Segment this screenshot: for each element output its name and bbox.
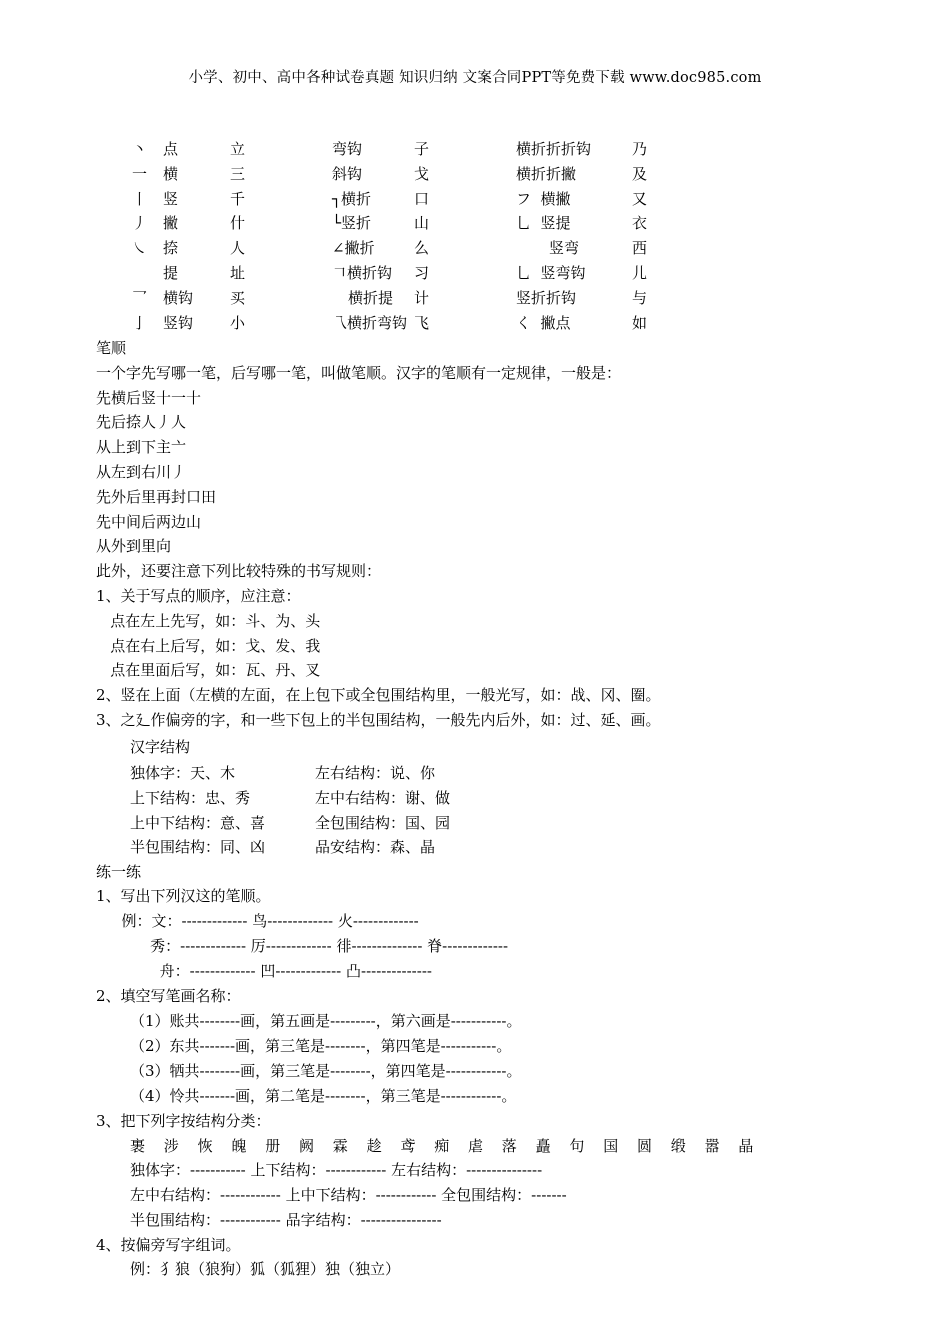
structure-cell: 独体字：天、木 [130, 764, 236, 782]
stroke-cell: 习 [414, 264, 430, 282]
text-line: 从左到右川丿 [96, 463, 187, 481]
stroke-cell: 竖 [163, 189, 179, 208]
q2-line: （3）牺共--------画，第三笔是--------，第四笔是------------。 [130, 1062, 522, 1080]
stroke-cell: 丨 [132, 189, 148, 208]
q3-character: 霖 [332, 1137, 348, 1155]
text-line: 点在右上后写，如：戈、发、我 [96, 636, 321, 655]
stroke-cell: 丶 [132, 140, 148, 158]
structure-cell: 全包围结构：国、园 [315, 813, 451, 832]
stroke-cell: 口 [414, 189, 430, 208]
q3-character: 痴 [434, 1137, 450, 1155]
text-line: 从上到下主亠 [96, 438, 187, 457]
q3-character: 嚣 [704, 1137, 720, 1155]
q3-character: 恢 [197, 1137, 213, 1155]
stroke-cell: 人 [230, 239, 246, 258]
q3-character: 虐 [468, 1137, 484, 1155]
q3-character: 圆 [637, 1137, 653, 1155]
q3-title: 3、把下列字按结构分类： [96, 1112, 271, 1130]
stroke-cell: 横 [163, 164, 179, 183]
q3-character: 晶 [738, 1137, 754, 1155]
stroke-cell: ㇏ [132, 239, 148, 258]
q3-line: 独体字：----------- 上下结构：------------ 左右结构：--------------- [130, 1161, 543, 1179]
stroke-cell: 提 [163, 264, 179, 282]
stroke-cell: 竖钩 [163, 313, 194, 332]
text-line: 一个字先写哪一笔，后写哪一笔，叫做笔顺。汉字的笔顺有一定规律，一般是： [96, 363, 622, 382]
q3-line: 左中右结构：------------ 上中下结构：------------ 全包围结构：------- [130, 1186, 567, 1204]
stroke-cell: 竖弯 [549, 239, 580, 258]
stroke-cell: 乁横折弯钩 [332, 313, 408, 332]
text-line: 先外后里再封口田 [96, 487, 217, 506]
stroke-cell: 丿 [132, 214, 148, 233]
text-line: 先中间后两边山 [96, 512, 202, 531]
q3-character: 趁 [366, 1137, 382, 1155]
stroke-cell: 横钩 [163, 288, 194, 307]
text-line: 笔顺 [96, 339, 127, 357]
stroke-cell: 乛 [132, 288, 148, 307]
stroke-cell: 如 [632, 313, 648, 332]
structure-cell: 左中右结构：谢、做 [315, 788, 451, 807]
stroke-cell: 山 [414, 214, 430, 233]
stroke-cell: フ 横撇 [516, 189, 571, 208]
stroke-cell: く 撇点 [516, 313, 571, 332]
text-line: 先横后竖十一十 [96, 388, 202, 407]
q3-character: 册 [265, 1137, 281, 1155]
q4-title: 4、按偏旁写字组词。 [96, 1236, 241, 1254]
practice-title: 练一练 [96, 863, 142, 881]
stroke-cell: 弯钩 [332, 140, 363, 158]
q3-character: 落 [501, 1137, 517, 1155]
q3-character: 句 [569, 1137, 585, 1155]
stroke-cell: 横折折折钩 [516, 140, 592, 158]
stroke-cell: ┐横折 [332, 189, 372, 208]
stroke-cell: 西 [632, 239, 648, 258]
text-line: 2、竖在上面（左横的左面，在上包下或全包围结构里，一般光写，如：战、冈、圈。 [96, 686, 661, 705]
stroke-cell: 乚 竖提 [516, 214, 571, 233]
text-line: 3、之廴作偏旁的字，和一些下包上的半包围结构，一般先内后外，如：过、延、画。 [96, 711, 661, 729]
stroke-cell: ∠撇折 [332, 239, 375, 258]
q4-line: 例：犭狼（狼狗）狐（狐狸）独（独立） [130, 1260, 401, 1278]
text-line: 点在左上先写，如：斗、为、头 [96, 611, 321, 630]
q1-line: 舟：------------- 凹------------- 凸-------------- [112, 962, 432, 980]
stroke-cell: 千 [230, 189, 246, 208]
stroke-cell: 横折折撇 [516, 164, 577, 183]
stroke-cell: 计 [414, 288, 430, 307]
stroke-cell: 三 [230, 164, 246, 183]
stroke-cell: 撇 [163, 214, 179, 233]
stroke-cell: 一 [132, 164, 148, 183]
stroke-cell: 儿 [632, 264, 648, 282]
stroke-cell: 子 [414, 140, 430, 158]
stroke-cell: 飞 [414, 313, 430, 332]
q1-line: 例：文：------------- 鸟------------- 火------------- [112, 912, 419, 930]
stroke-cell: 么 [414, 239, 430, 258]
stroke-cell: 小 [230, 313, 246, 332]
stroke-cell: 戈 [414, 164, 430, 183]
page-header: 小学、初中、高中各种试卷真题 知识归纳 文案合同PPT等免费下载 www.doc985.com [188, 70, 762, 86]
q3-character: 裹 [130, 1137, 146, 1155]
q3-line: 半包围结构：------------ 品字结构：---------------- [130, 1211, 442, 1229]
q2-line: （2）东共-------画，第三笔是--------，第四笔是-----------。 [130, 1037, 512, 1055]
stroke-cell: 𠃍横折钩 [332, 264, 393, 282]
text-line: 1、关于写点的顺序，应注意： [96, 587, 301, 605]
q3-character: 矗 [535, 1137, 551, 1155]
structure-cell: 左右结构：说、你 [315, 764, 436, 782]
text-line: 从外到里向 [96, 537, 172, 556]
stroke-cell: 乚 竖弯钩 [516, 264, 586, 282]
q2-title: 2、填空写笔画名称： [96, 987, 241, 1005]
structure-cell: 品安结构：森、晶 [315, 838, 436, 857]
text-line: 此外，还要注意下列比较特殊的书写规则： [96, 562, 382, 581]
stroke-cell: 与 [632, 288, 648, 307]
q3-character: 阙 [299, 1137, 315, 1155]
stroke-cell: 买 [230, 288, 246, 307]
stroke-cell: 斜钩 [332, 164, 363, 183]
stroke-cell: 立 [230, 140, 246, 158]
q2-line: （1）账共--------画，第五画是---------，第六画是-----------。 [130, 1012, 522, 1030]
text-line: 先后捺人丿人 [96, 413, 187, 432]
text-line: 点在里面后写，如：瓦、丹、叉 [96, 661, 321, 680]
q3-character: 国 [603, 1137, 619, 1155]
q3-character: 鸢 [400, 1137, 416, 1155]
structure-title: 汉字结构 [130, 738, 191, 756]
q1-line: 秀：------------- 厉------------- 徘-------------- 脊------------- [112, 937, 509, 955]
stroke-cell: 衣 [632, 214, 648, 233]
q1-title: 1、写出下列汉这的笔顺。 [96, 887, 271, 905]
structure-cell: 上中下结构：意、喜 [130, 813, 266, 832]
q3-character: 魄 [231, 1137, 247, 1155]
q3-character: 缎 [670, 1137, 686, 1155]
stroke-cell: 横折提 [348, 288, 394, 307]
stroke-cell: 及 [632, 164, 648, 183]
stroke-cell: 又 [632, 189, 648, 208]
stroke-cell: 址 [230, 264, 246, 282]
stroke-cell: 捺 [163, 239, 179, 258]
structure-cell: 半包围结构：同、凶 [130, 838, 266, 857]
stroke-cell: 乃 [632, 140, 648, 158]
structure-cell: 上下结构：忠、秀 [130, 788, 251, 807]
stroke-cell: 点 [163, 140, 179, 158]
q3-character: 涉 [163, 1137, 179, 1155]
stroke-cell: 什 [230, 214, 246, 233]
q2-line: （4）怜共-------画，第二笔是--------，第三笔是------------。 [130, 1087, 517, 1105]
stroke-cell: 亅 [132, 313, 148, 332]
stroke-cell: 竖折折钩 [516, 288, 577, 307]
stroke-cell: └竖折 [332, 214, 372, 233]
